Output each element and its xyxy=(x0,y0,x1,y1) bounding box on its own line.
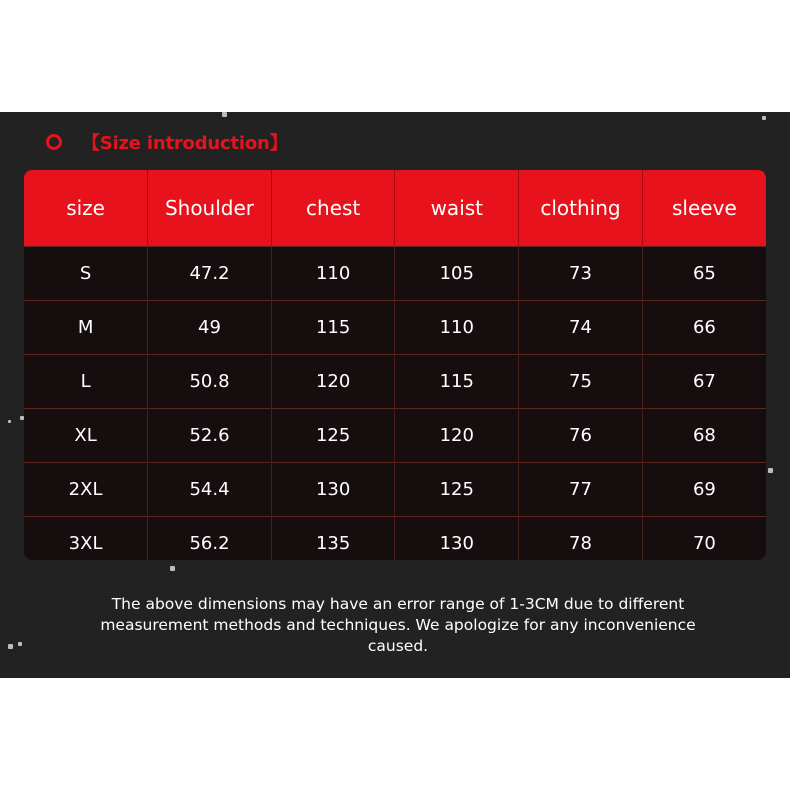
size-chart-panel xyxy=(0,112,790,678)
table-cell: 120 xyxy=(271,354,395,408)
column-header-sleeve: sleeve xyxy=(642,170,766,246)
table-cell: 74 xyxy=(519,300,643,354)
column-header-clothing: clothing xyxy=(519,170,643,246)
table-row xyxy=(24,354,766,408)
table-cell: 110 xyxy=(395,300,519,354)
section-title: 【Size introduction】 xyxy=(82,133,288,154)
decorative-speck xyxy=(18,642,22,646)
table-cell: 125 xyxy=(395,462,519,516)
table-cell: 120 xyxy=(395,408,519,462)
table-cell: 70 xyxy=(642,516,766,560)
size-table xyxy=(24,170,766,560)
table-cell: 47.2 xyxy=(148,246,272,300)
table-cell: XL xyxy=(24,408,148,462)
column-header-waist: waist xyxy=(395,170,519,246)
table-cell: 105 xyxy=(395,246,519,300)
table-cell: 77 xyxy=(519,462,643,516)
table-header-row xyxy=(24,170,766,246)
table-cell: 52.6 xyxy=(148,408,272,462)
table-cell: 73 xyxy=(519,246,643,300)
table-cell: 2XL xyxy=(24,462,148,516)
table-row xyxy=(24,246,766,300)
table-cell: 67 xyxy=(642,354,766,408)
decorative-speck xyxy=(8,644,13,649)
decorative-speck xyxy=(768,468,773,473)
column-header-chest: chest xyxy=(271,170,395,246)
table-cell: 65 xyxy=(642,246,766,300)
table-cell: 115 xyxy=(271,300,395,354)
column-header-size: size xyxy=(24,170,148,246)
decorative-speck xyxy=(170,566,175,571)
table-cell: 68 xyxy=(642,408,766,462)
table-cell: S xyxy=(24,246,148,300)
table-row xyxy=(24,300,766,354)
decorative-speck xyxy=(8,420,11,423)
decorative-speck xyxy=(222,112,227,117)
table-cell: 50.8 xyxy=(148,354,272,408)
table-cell: 54.4 xyxy=(148,462,272,516)
table-cell: 56.2 xyxy=(148,516,272,560)
table-cell: 130 xyxy=(271,462,395,516)
table-cell: 135 xyxy=(271,516,395,560)
column-header-shoulder: Shoulder xyxy=(148,170,272,246)
table-row xyxy=(24,408,766,462)
size-table-wrapper xyxy=(24,170,766,560)
table-cell: 76 xyxy=(519,408,643,462)
table-cell: 3XL xyxy=(24,516,148,560)
table-cell: 78 xyxy=(519,516,643,560)
table-cell: 75 xyxy=(519,354,643,408)
table-cell: 66 xyxy=(642,300,766,354)
table-cell: 49 xyxy=(148,300,272,354)
table-cell: 110 xyxy=(271,246,395,300)
table-cell: L xyxy=(24,354,148,408)
disclaimer-note: The above dimensions may have an error range of 1-3CM due to different measurement methods and techniques. We apologize for any inconvenience caused. xyxy=(100,595,696,655)
table-cell: 130 xyxy=(395,516,519,560)
table-cell: M xyxy=(24,300,148,354)
table-row xyxy=(24,516,766,560)
table-cell: 125 xyxy=(271,408,395,462)
section-header xyxy=(46,130,287,154)
table-cell: 69 xyxy=(642,462,766,516)
ring-icon xyxy=(46,134,62,150)
decorative-speck xyxy=(762,116,766,120)
table-row xyxy=(24,462,766,516)
table-cell: 115 xyxy=(395,354,519,408)
